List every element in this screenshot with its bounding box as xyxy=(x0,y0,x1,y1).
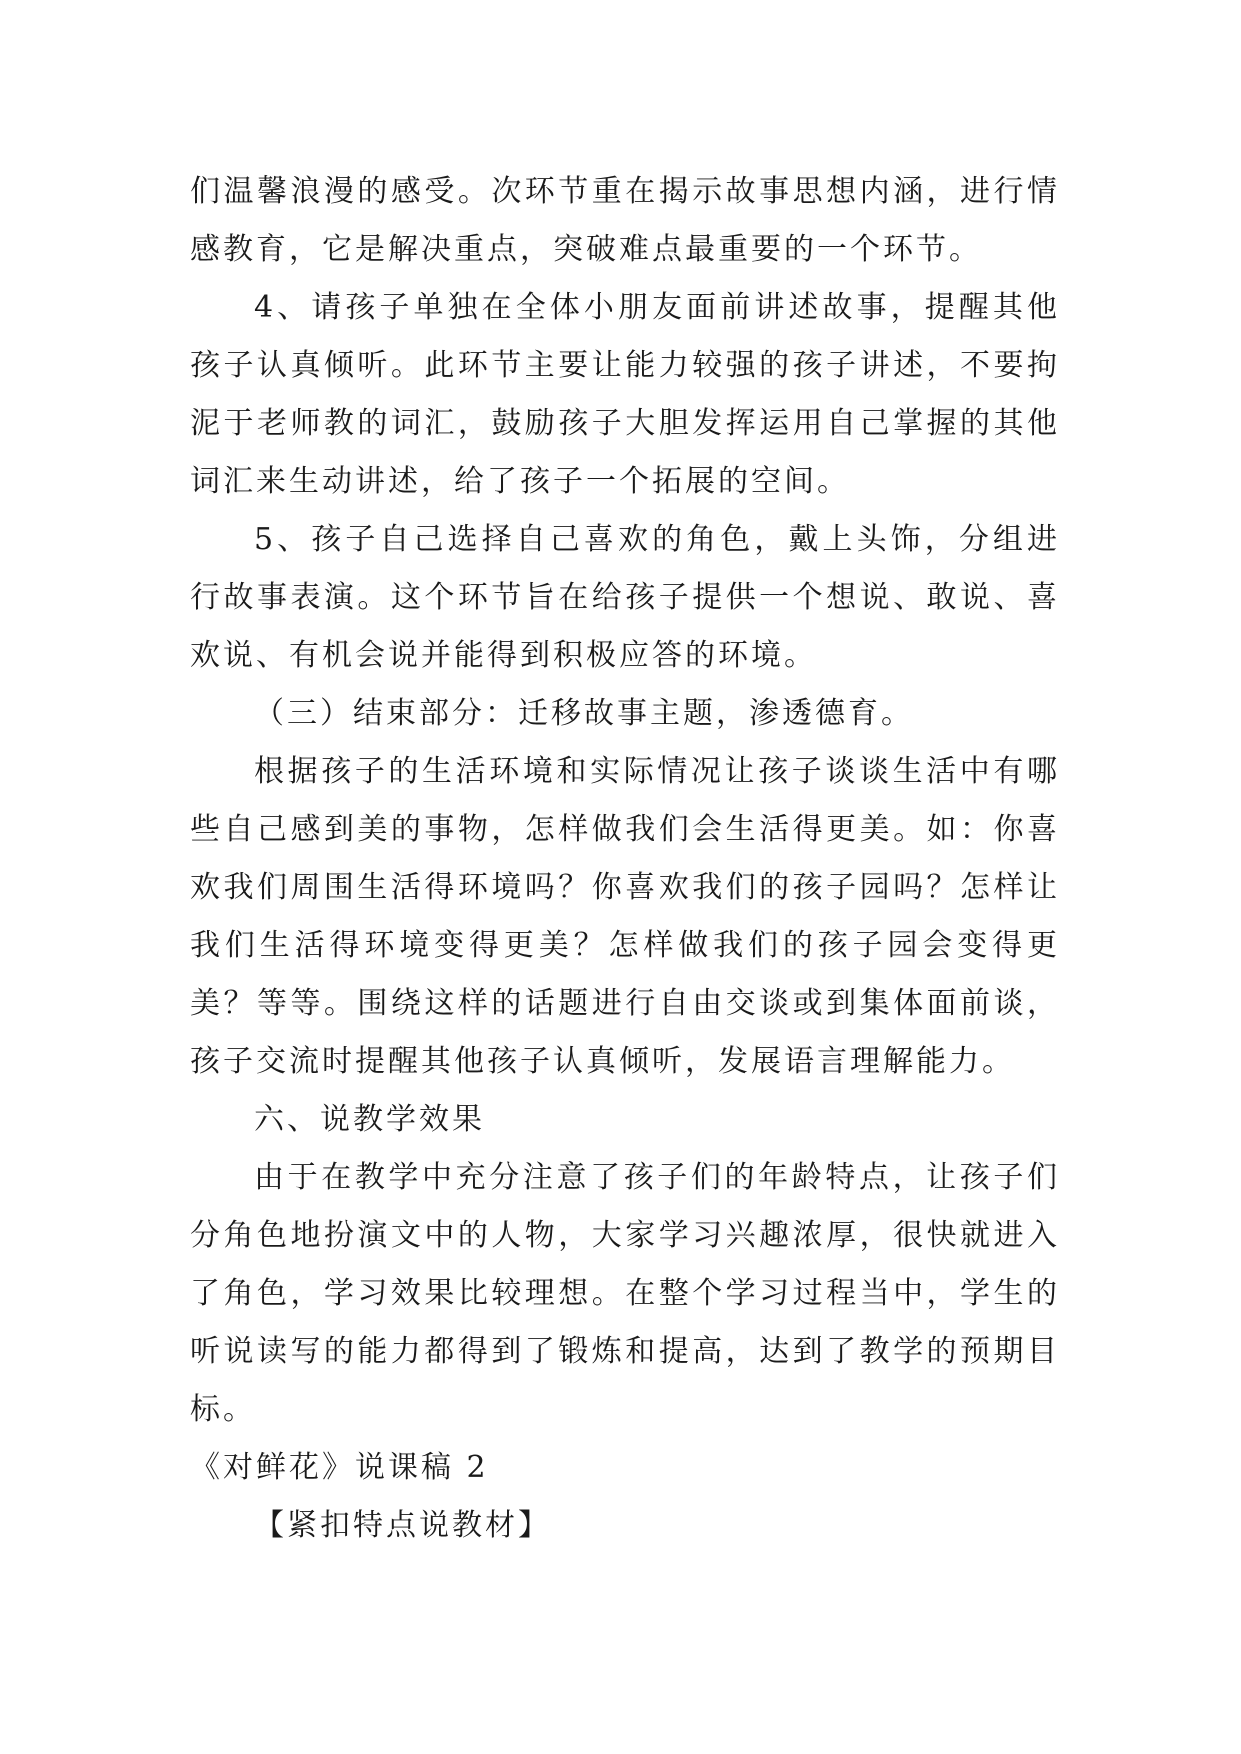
section-heading-conclusion: （三）结束部分：迁移故事主题，渗透德育。 xyxy=(254,696,914,731)
document-body xyxy=(190,163,1060,1555)
document-title: 《对鲜花》说课稿 2 xyxy=(190,1450,489,1485)
section-heading-teaching-effect: 六、说教学效果 xyxy=(254,1102,485,1137)
paragraph-continued: 们温馨浪漫的感受。次环节重在揭示故事思想内涵，进行情感教育，它是解决重点，突破难点最重要的一个环节。 xyxy=(190,174,1060,267)
paragraph-step-4: 4、请孩子单独在全体小朋友面前讲述故事，提醒其他孩子认真倾听。此环节主要让能力较强的孩子讲述，不要拘泥于老师教的词汇，鼓励孩子大胆发挥运用自己掌握的其他词汇来生动讲述，给了孩子一个拓展的空间。 xyxy=(190,290,1060,499)
paragraph-conclusion-body: 根据孩子的生活环境和实际情况让孩子谈谈生活中有哪些自己感到美的事物，怎样做我们会生活得更美。如：你喜欢我们周围生活得环境吗？你喜欢我们的孩子园吗？怎样让我们生活得环境变得更美？怎样做我们的孩子园会变得更美？等等。围绕这样的话题进行自由交谈或到集体面前谈，孩子交流时提醒其他孩子认真倾听，发展语言理解能力。 xyxy=(190,754,1060,1079)
paragraph-teaching-effect-body: 由于在教学中充分注意了孩子们的年龄特点，让孩子们分角色地扮演文中的人物，大家学习兴趣浓厚，很快就进入了角色，学习效果比较理想。在整个学习过程当中，学生的听说读写的能力都得到了锻炼和提高，达到了教学的预期目标。 xyxy=(190,1160,1060,1427)
paragraph-step-5: 5、孩子自己选择自己喜欢的角色，戴上头饰，分组进行故事表演。这个环节旨在给孩子提供一个想说、敢说、喜欢说、有机会说并能得到积极应答的环境。 xyxy=(190,522,1060,673)
section-heading-textbook: 【紧扣特点说教材】 xyxy=(254,1508,551,1543)
